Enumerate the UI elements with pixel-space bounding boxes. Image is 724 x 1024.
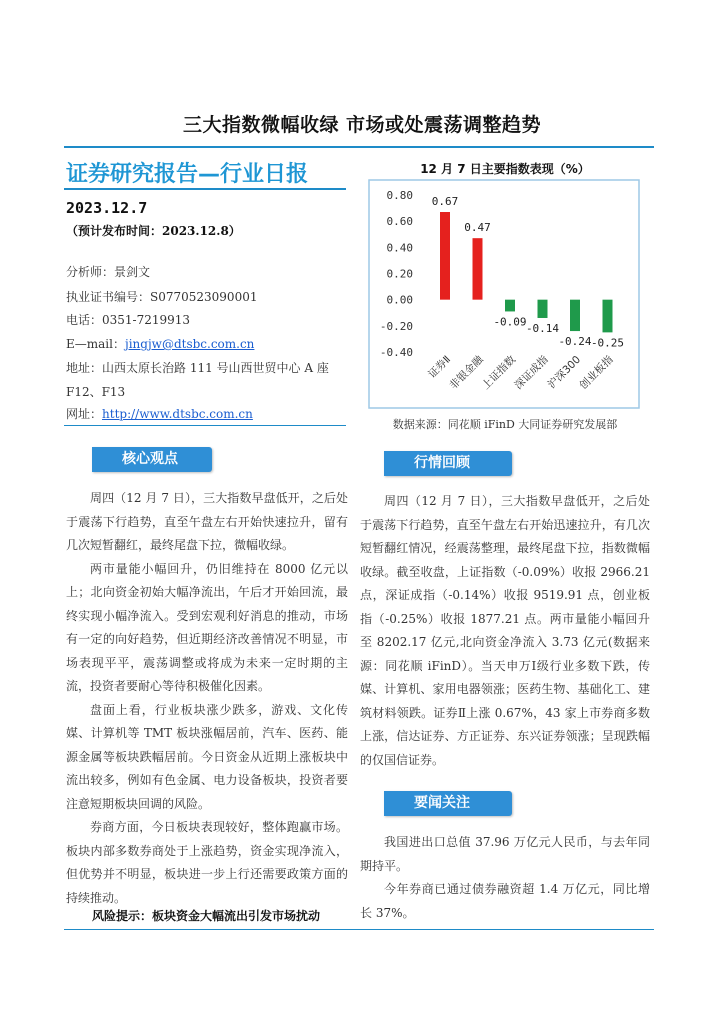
x-tick-label: 创业板指 <box>577 353 616 392</box>
y-tick-label: -0.40 <box>379 346 413 359</box>
y-tick-label: -0.20 <box>379 319 413 333</box>
analyst-phone: 电话：0351-7219913 <box>66 313 191 327</box>
x-tick-label: 深证成指 <box>512 353 551 392</box>
y-tick-label: 0.60 <box>386 215 413 229</box>
market-review-body <box>360 490 650 772</box>
analyst-address-line2: F12、F13 <box>66 385 126 399</box>
section-tag-market: 行情回顾 <box>384 451 512 476</box>
analyst-email-row <box>66 336 254 352</box>
news-paragraph-1: 我国进出口总值 37.96 万亿元人民币，与去年同期持平。 <box>360 835 650 873</box>
risk-warning: 风险提示：板块资金大幅流出引发市场扰动 <box>92 909 321 923</box>
bar <box>570 300 580 331</box>
data-label: -0.14 <box>525 321 560 335</box>
bar <box>538 300 548 318</box>
site-link[interactable]: http://www.dtsbc.com.cn <box>102 407 253 421</box>
bar <box>603 300 613 333</box>
header-divider <box>64 146 654 148</box>
analyst-cert: 执业证书编号：S0770523090001 <box>66 290 258 304</box>
core-paragraph-2: 两市量能小幅回升，仍旧维持在 8000 亿元以上；北向资金初始大幅净流出，午后才开始回流，最终实现小幅净流入。受到宏观利好消息的推动，市场有一定的向好趋势，但近期经济改善情况不明显，市场表现平平，震荡调整或将成为未来一定时期的主流，投资者要耐心等待积极催化因素。 <box>66 561 348 693</box>
email-link[interactable]: jingjw@dtsbc.com.cn <box>124 337 255 351</box>
data-label: -0.09 <box>493 315 527 329</box>
page-title: 三大指数微幅收绿 市场或处震荡调整趋势 <box>182 114 542 136</box>
footer-divider <box>64 929 654 930</box>
x-tick-label: 非银金融 <box>447 353 486 392</box>
data-label: -0.24 <box>558 335 592 349</box>
y-tick-label: 0.40 <box>386 241 413 255</box>
section-tag-core: 核心观点 <box>92 447 212 472</box>
core-view-body <box>66 487 348 910</box>
core-paragraph-3: 盘面上看，行业板块涨少跌多，游戏、文化传媒、计算机等 TMT 板块涨幅居前，汽车、医药、能源金属等板块跌幅居前。今日资金从近期上涨板块中流出较多，例如有色金属、电力设备板块，投资者要注意短期板块回调的风险。 <box>66 702 348 811</box>
x-tick-label: 沪深300 <box>545 353 584 392</box>
market-paragraph: 周四（12 月 7 日），三大指数早盘低开，之后处于震荡下行趋势，直至午盘左右开始迅速拉升，有几次短暂翻红情况，经震荡整理，最终尾盘下拉，指数微幅收绿。截至收盘，上证指数（-0.09%）收报 2966.21 点，深证成指（-0.14%）收报 9519.91 点，创业板指（-0.25%）收报 1877.21 点。两市量能小幅回升至 8202.17 亿元,北向资金净流入 3.73 亿元(数据来源：同花顺 iFinD）。当天申万Ⅰ级行业多数下跌，传媒、计算机、家用电器领涨；医药生物、基础化工、建筑材料领跌。证券Ⅱ上涨 0.67%，43 家上市券商多数上涨，信达证券、方正证券、东兴证券领涨；呈现跌幅的仅国信证券。 <box>360 494 650 767</box>
y-tick-label: 0.20 <box>386 267 413 281</box>
data-label: -0.25 <box>590 336 625 350</box>
section-tag-news: 要闻关注 <box>384 791 512 816</box>
core-paragraph-1: 周四（12 月 7 日），三大指数早盘低开，之后处于震荡下行趋势，直至午盘左右开始快速拉升，留有几次短暂翻红，最终尾盘下拉，微幅收绿。 <box>66 491 348 552</box>
x-tick-label: 上证指数 <box>479 353 519 392</box>
y-tick-label: 0.80 <box>386 189 413 202</box>
index-performance-chart <box>355 176 655 414</box>
bar <box>505 300 515 312</box>
data-label: 0.47 <box>464 221 491 235</box>
chart-source: 数据来源：同花顺 iFinD 大同证券研究发展部 <box>392 418 618 431</box>
news-paragraph-2: 今年券商已通过债券融资超 1.4 万亿元，同比增长 37%。 <box>360 882 650 920</box>
core-paragraph-4: 券商方面，今日板块表现较好，整体跑赢市场。板块内部多数券商处于上涨趋势，资金实现净流入，但优势并不明显，板块进一步上行还需要政策方面的持续推动。 <box>66 820 348 905</box>
report-type: 证券研究报告—行业日报 <box>66 162 309 187</box>
bar <box>473 238 483 299</box>
x-tick-label: 证券Ⅱ <box>426 353 454 381</box>
data-label: 0.67 <box>431 195 459 209</box>
site-label: 网址： <box>66 407 103 421</box>
analyst-address-line1: 地址：山西太原长治路 111 号山西世贸中心 A 座 <box>66 361 329 375</box>
chart-title: 12 月 7 日主要指数表现（%） <box>420 162 590 176</box>
report-type-divider <box>64 188 346 190</box>
bar <box>440 212 450 300</box>
y-tick-label: 0.00 <box>386 293 413 307</box>
info-divider <box>64 425 346 426</box>
analyst-site-row <box>66 406 253 422</box>
email-label: E—mail： <box>66 337 125 351</box>
report-date: 2023.12.7 <box>66 199 148 217</box>
news-body <box>360 831 650 925</box>
analyst-name: 分析师：景剑文 <box>66 265 151 279</box>
publish-time: （预计发布时间：2023.12.8） <box>66 224 241 238</box>
